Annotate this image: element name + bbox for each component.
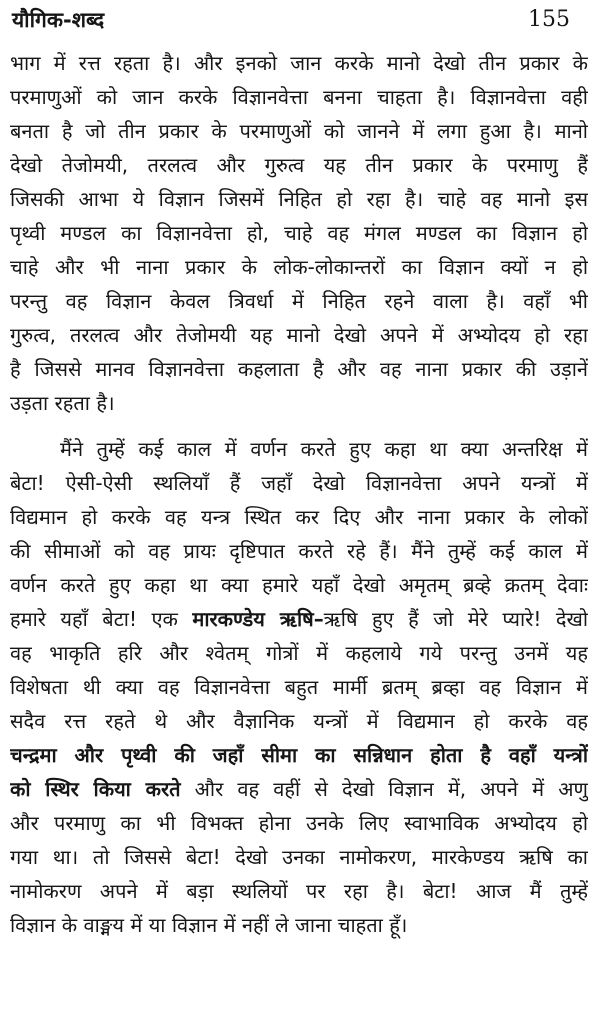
text-line-mixed xyxy=(10,602,588,636)
paragraph-1 xyxy=(10,46,588,420)
text-line: है जिससे मानव विज्ञानवेत्ता कहलाता है और वह नाना प्रकार की उड़ानें xyxy=(10,357,588,381)
text-segment: हमारे यहाँ बेटा! एक xyxy=(10,607,193,631)
text-line: बेटा! ऐसी-ऐसी स्थलियाँ हैं जहाँ देखो विज्ञानवेत्ता अपने यन्त्रों में xyxy=(10,471,588,495)
bold-text-segment: को स्थिर किया करते xyxy=(10,777,181,801)
text-line: विशेषता थी क्या वह विज्ञानवेत्ता बहुत मार्मी ब्रतम् ब्रव्हा वह विज्ञान में xyxy=(10,675,588,699)
text-line: देखो तेजोमयी, तरलत्व और गुरुत्व यह तीन प्रकार के परमाणु हैं xyxy=(10,153,588,177)
paragraph-spacer xyxy=(10,420,588,432)
text-line: की सीमाओं को वह प्रायः दृष्टिपात करते रहे हैं। मैंने तुम्हें कई काल में xyxy=(10,539,588,563)
text-line-mixed xyxy=(10,772,588,806)
running-head xyxy=(10,6,588,46)
text-line: वर्णन करते हुए कहा था क्या हमारे यहाँ देखो अमृतम् ब्रव्हे क्रतम् देवाः xyxy=(10,573,588,597)
text-line: उड़ता रहता है। xyxy=(10,391,115,415)
text-line: विद्यमान हो करके वह यन्त्र स्थित कर दिए और नाना प्रकार के लोकों xyxy=(10,505,588,529)
text-line: और परमाणु का भी विभक्त होना उनके लिए स्वाभाविक अभ्योदय हो xyxy=(10,811,588,835)
text-line: गुरुत्व, तरलत्व और तेजोमयी यह मानो देखो अपने में अभ्योदय हो रहा xyxy=(10,323,588,347)
text-line: गया था। तो जिससे बेटा! देखो उनका नामोकरण, मारकेण्डय ऋषि का xyxy=(10,845,588,869)
text-line: सदैव रत्त रहते थे और वैज्ञानिक यन्त्रों में विद्यमान हो करके वह xyxy=(10,709,588,733)
text-line: चाहे और भी नाना प्रकार के लोक-लोकान्तरों का विज्ञान क्यों न हो xyxy=(10,255,588,279)
page-number: 155 xyxy=(528,7,570,32)
text-line: वह भाकृति हरि और श्वेतम् गोत्रों में कहलाये गये परन्तु उनमें यह xyxy=(10,641,588,665)
paragraph-2 xyxy=(10,432,588,942)
bold-text-line: चन्द्रमा और पृथ्वी की जहाँ सीमा का सन्निधान होता है वहाँ यन्त्रों xyxy=(10,743,588,767)
text-line: पृथ्वी मण्डल का विज्ञानवेत्ता हो, चाहे वह मंगल मण्डल का विज्ञान हो xyxy=(10,221,588,245)
chapter-title: यौगिक-शब्द xyxy=(12,8,105,32)
text-segment: ऋषि हुए हैं जो मेरे प्यारे! देखो xyxy=(323,607,588,631)
text-segment: और वह वहीं से देखो विज्ञान में, अपने में अणु xyxy=(180,777,588,801)
text-line: भाग में रत्त रहता है। और इनको जान करके मानो देखो तीन प्रकार के xyxy=(10,51,588,75)
text-line: परमाणुओं को जान करके विज्ञानवेत्ता बनना चाहता है। विज्ञानवेत्ता वही xyxy=(10,85,588,109)
text-line: परन्तु वह विज्ञान केवल त्रिवर्धा में निहित रहने वाला है। वहाँ भी xyxy=(10,289,588,313)
text-line: जिसकी आभा ये विज्ञान जिसमें निहित हो रहा है। चाहे वह मानो इस xyxy=(10,187,588,211)
text-line: नामोकरण अपने में बड़ा स्थलियों पर रहा है। बेटा! आज मैं तुम्हें xyxy=(10,879,588,903)
bold-text-segment: मारकण्डेय ऋषि– xyxy=(192,607,324,631)
text-line: विज्ञान के वाङ्मय में या विज्ञान में नहीं ले जाना चाहता हूँ। xyxy=(10,913,408,937)
text-line: बनता है जो तीन प्रकार के परमाणुओं को जानने में लगा हुआ है। मानो xyxy=(10,119,588,143)
text-line: मैंने तुम्हें कई काल में वर्णन करते हुए कहा था क्या अन्तरिक्ष में xyxy=(60,437,588,461)
